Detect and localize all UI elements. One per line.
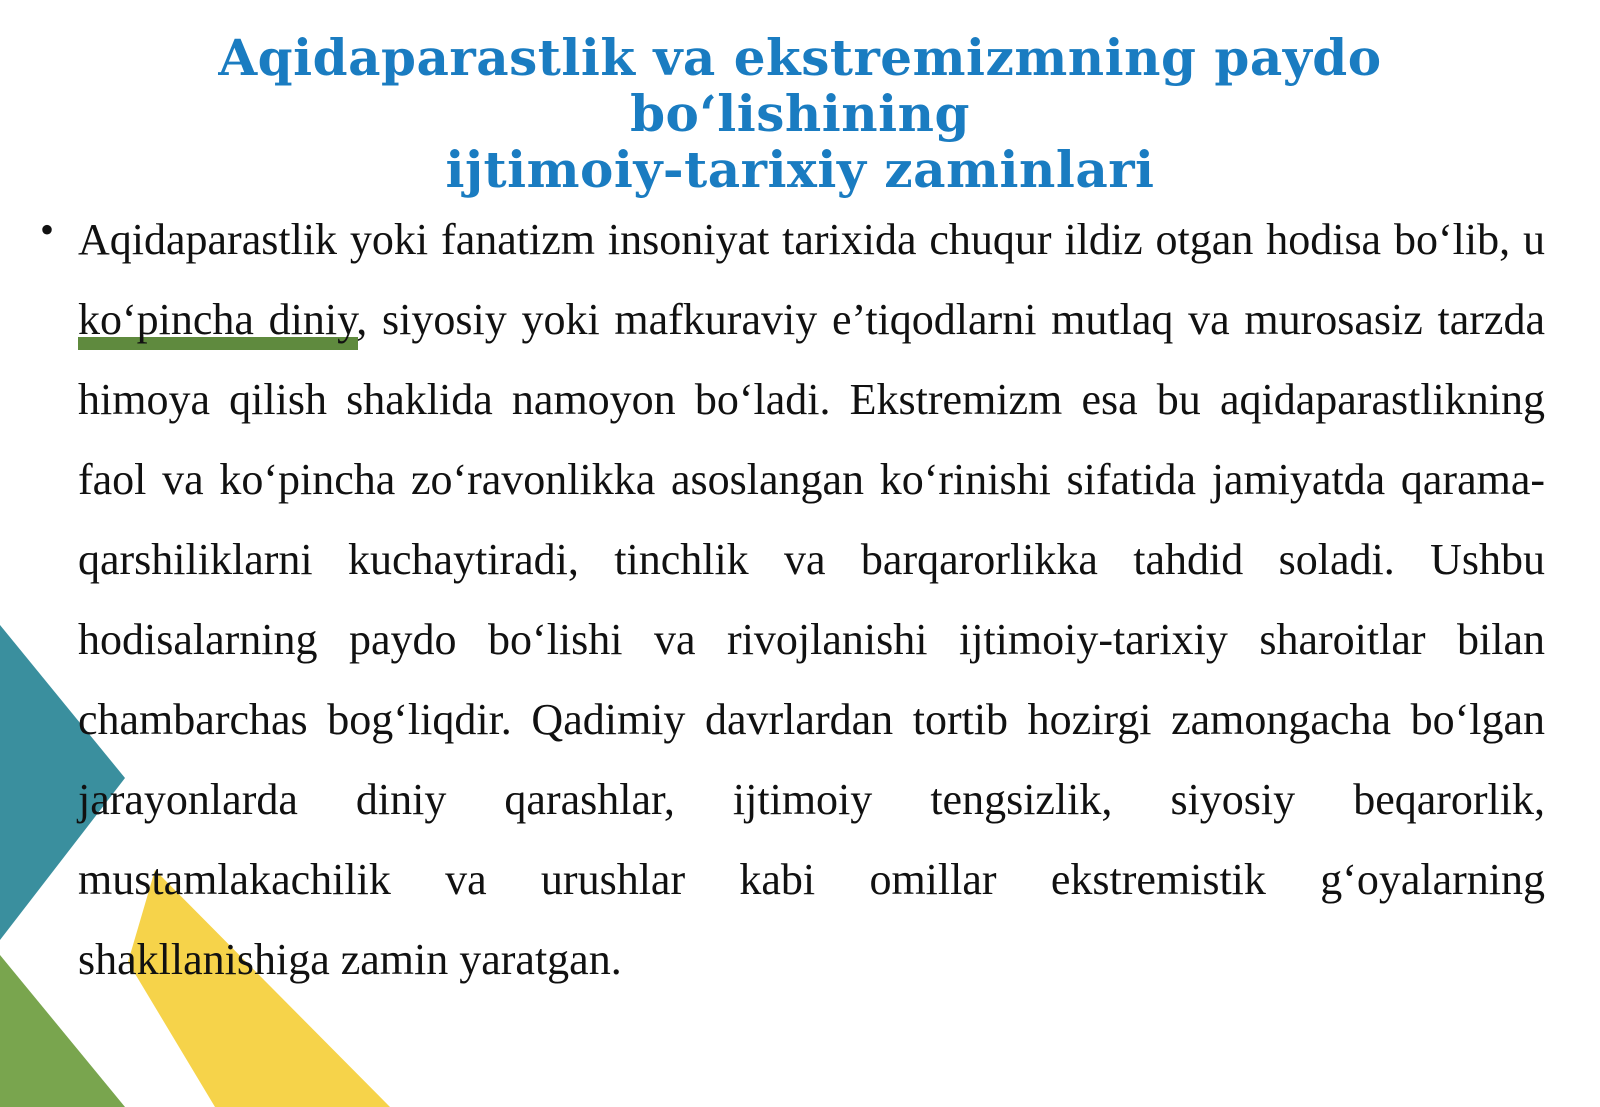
slide-title — [60, 30, 1540, 198]
title-line-1: Aqidaparastlik va ekstremizmning paydo bo‘lishining — [218, 28, 1382, 143]
bullet-item — [40, 200, 1545, 1000]
content-bullet-list — [40, 200, 1545, 1000]
title-line-2: ijtimoiy-tarixiy zaminlari — [445, 140, 1155, 199]
bullet-paragraph: Aqidaparastlik yoki fanatizm insoniyat tarixida chuqur ildiz otgan hodisa bo‘lib, u ko‘pincha diniy, siyosiy yoki mafkuraviy e’tiqodlarni mutlaq va murosasiz tarzda himoya qilish shaklida namoyon bo‘ladi. Ekstremizm esa bu aqidaparastlikning faol va ko‘pincha zo‘ravonlikka asoslangan ko‘rinishi sifatida jamiyatda qarama-qarshiliklarni kuchaytiradi, tinchlik va barqarorlikka tahdid soladi. Ushbu hodisalarning paydo bo‘lishi va rivojlanishi ijtimoiy-tarixiy sharoitlar bilan chambarchas bog‘liqdir. Qadimiy davrlardan tortib hozirgi zamongacha bo‘lgan jarayonlarda diniy qarashlar, ijtimoiy tengsizlik, siyosiy beqarorlik, mustamlakachilik va urushlar kabi omillar ekstremistik g‘oyalarning shakllanishiga zamin yaratgan. — [78, 215, 1545, 984]
bullet-icon: • — [40, 207, 55, 252]
